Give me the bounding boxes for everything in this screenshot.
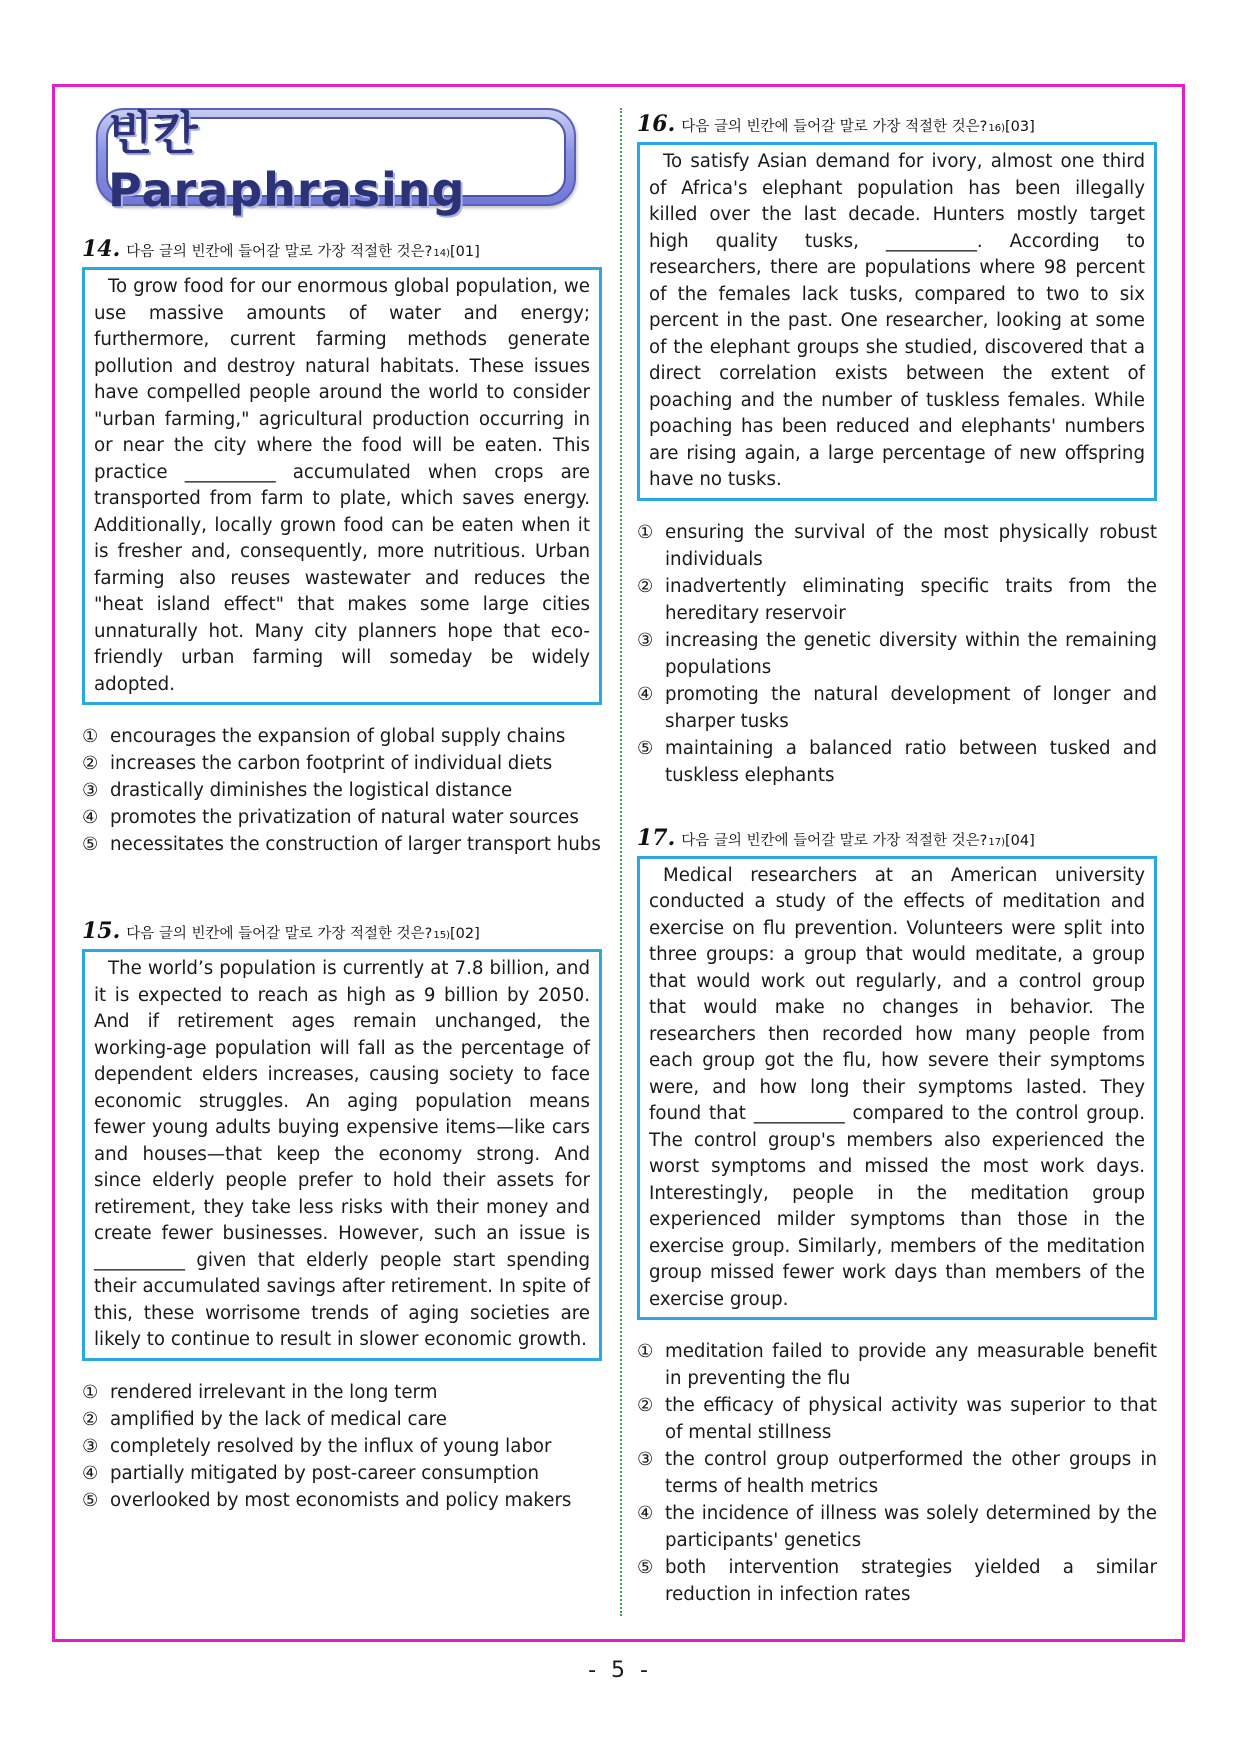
- choice-2[interactable]: [637, 573, 1157, 627]
- question-14: [82, 236, 602, 858]
- passage-box: [82, 267, 602, 705]
- choice-text: promoting the natural development of longer and sharper tusks: [665, 683, 1157, 732]
- choice-mark: ②: [637, 575, 654, 597]
- question-number: 14.: [82, 236, 121, 262]
- choice-mark: ①: [82, 1381, 99, 1403]
- question-reference: 16): [988, 123, 1006, 134]
- choice-text: amplified by the lack of medical care: [110, 1408, 447, 1430]
- question-code: [04]: [1005, 832, 1035, 849]
- choice-mark: ②: [82, 753, 99, 774]
- choice-mark: ②: [82, 1408, 99, 1430]
- choice-mark: ③: [82, 1435, 99, 1457]
- choice-mark: ⑤: [637, 737, 654, 759]
- choice-5[interactable]: [637, 1554, 1157, 1608]
- passage-text: To satisfy Asian demand for ivory, almost one third of Africa's elephant population has been illegally killed over the last decade. Hunters mostly target high quality tusks, __________. According to researchers, there are populations where 98 percent of the females lack tusks, compared to two to six percent in the past. One researcher, looking at some of the elephant groups she studied, discovered that a direct correlation exists between the extent of poaching and the number of tuskless females. While poaching has been reduced and elephants' numbers are rising again, a large percentage of new offspring have no tusks.: [649, 151, 1145, 490]
- choice-4[interactable]: [637, 1500, 1157, 1554]
- choice-3[interactable]: [82, 777, 602, 804]
- question-prompt: 다음 글의 빈칸에 들어갈 말로 가장 적절한 것은?: [126, 926, 433, 942]
- choice-text: encourages the expansion of global supply chains: [110, 726, 566, 747]
- passage-text: The world’s population is currently at 7.8 billion, and it is expected to reach as high as 9 billion by 2050. And if retirement ages remain unchanged, the working-age population will fall as the percentage of dependent elders increases, causing society to face economic struggles. An aging population means fewer young adults buying expensive items—like cars and houses—that keep the economy strong. And since elderly people prefer to hold their assets for retirement, they take less risks with their money and create fewer businesses. However, such an issue is __________ given that elderly people start spending their accumulated savings after retirement. In spite of this, these worrisome trends of aging societies are likely to continue to result in slower economic growth.: [94, 958, 590, 1350]
- choice-mark: ③: [637, 629, 654, 651]
- choice-1[interactable]: [637, 519, 1157, 573]
- choice-text: rendered irrelevant in the long term: [110, 1381, 438, 1403]
- choice-2[interactable]: [82, 750, 602, 777]
- choice-text: necessitates the construction of larger transport hubs: [110, 834, 601, 855]
- choice-text: increases the carbon footprint of individual diets: [110, 753, 553, 774]
- choice-mark: ②: [637, 1395, 654, 1416]
- choice-5[interactable]: [82, 1487, 602, 1514]
- choice-text: inadvertently eliminating specific traits from the hereditary reservoir: [665, 575, 1157, 624]
- question-header: [637, 111, 1157, 137]
- choice-mark: ④: [637, 1503, 654, 1524]
- section-banner: [96, 106, 576, 217]
- choice-text: the control group outperformed the other groups in terms of health metrics: [665, 1449, 1157, 1497]
- question-prompt: 다음 글의 빈칸에 들어갈 말로 가장 적절한 것은?: [681, 119, 988, 135]
- choice-text: meditation failed to provide any measurable benefit in preventing the flu: [665, 1341, 1157, 1389]
- choice-text: the incidence of illness was solely determined by the participants' genetics: [665, 1503, 1157, 1551]
- choice-mark: ①: [637, 1341, 654, 1362]
- choice-text: ensuring the survival of the most physically robust individuals: [665, 521, 1157, 570]
- choice-1[interactable]: [82, 723, 602, 750]
- answer-choices: [82, 723, 602, 858]
- choice-mark: ③: [82, 780, 99, 801]
- choice-text: increasing the genetic diversity within the remaining populations: [665, 629, 1157, 678]
- question-16: [637, 111, 1157, 789]
- question-number: 15.: [82, 918, 121, 944]
- question-15: [82, 918, 602, 1514]
- question-17: [637, 825, 1157, 1609]
- left-column: [82, 108, 602, 1514]
- choice-text: overlooked by most economists and policy makers: [110, 1489, 572, 1511]
- question-reference: 14): [433, 248, 451, 259]
- passage-box: [82, 949, 602, 1361]
- choice-mark: ⑤: [82, 834, 99, 855]
- banner-inner-panel: [106, 106, 566, 217]
- question-code: [02]: [450, 926, 480, 942]
- question-header: [637, 825, 1157, 851]
- choice-1[interactable]: [82, 1379, 602, 1406]
- answer-choices: [82, 1379, 602, 1514]
- choice-mark: ④: [82, 1462, 99, 1484]
- page-number: - 5 -: [588, 1658, 652, 1683]
- passage-text: To grow food for our enormous global population, we use massive amounts of water and energy; furthermore, current farming methods generate pollution and destroy natural habitats. These issues have compelled people around the world to consider "urban farming," agricultural production occurring in or near the city where the food will be eaten. This practice __________ accumulated when crops are transported from farm to plate, which saves energy. Additionally, locally grown food can be eaten when it is fresher and, consequently, more nutritious. Urban farming also reuses wastewater and reduces the "heat island effect" that makes some large cities unnaturally hot. Many city planners hope that eco-friendly urban farming will someday be widely adopted.: [94, 276, 590, 695]
- passage-box: [637, 142, 1157, 501]
- choice-mark: ⑤: [637, 1557, 654, 1578]
- passage-box: [637, 856, 1157, 1321]
- choice-text: maintaining a balanced ratio between tusked and tuskless elephants: [665, 737, 1157, 786]
- choice-1[interactable]: [637, 1338, 1157, 1392]
- question-header: [82, 236, 602, 262]
- right-column: [637, 108, 1157, 1608]
- question-reference: 15): [433, 930, 451, 941]
- question-prompt: 다음 글의 빈칸에 들어갈 말로 가장 적절한 것은?: [126, 244, 433, 260]
- answer-choices: [637, 519, 1157, 789]
- choice-text: completely resolved by the influx of young labor: [110, 1435, 552, 1457]
- choice-text: the efficacy of physical activity was superior to that of mental stillness: [665, 1395, 1157, 1443]
- choice-mark: ⑤: [82, 1489, 99, 1511]
- question-reference: 17): [988, 836, 1006, 848]
- question-number: 16.: [637, 111, 676, 137]
- choice-text: both intervention strategies yielded a similar reduction in infection rates: [665, 1557, 1157, 1605]
- passage-text: Medical researchers at an American university conducted a study of the effects of meditation and exercise on flu prevention. Volunteers were split into three groups: a group that would meditate, a group that would work out regularly, and a control group that would make no changes in behavior. The researchers then recorded how many people from each group got the flu, how severe their symptoms were, and how long their symptoms lasted. They found that __________ compared to the control group. The control group's members also experienced the worst symptoms and missed the most work days. Interestingly, people in the meditation group experienced milder symptoms than those in the exercise group. Similarly, members of the meditation group missed fewer work days than members of the exercise group.: [649, 864, 1145, 1310]
- choice-mark: ①: [637, 521, 654, 543]
- choice-5[interactable]: [637, 735, 1157, 789]
- choice-2[interactable]: [82, 1406, 602, 1433]
- banner-title: 빈칸 Paraphrasing: [108, 106, 466, 217]
- choice-mark: ③: [637, 1449, 654, 1470]
- choice-2[interactable]: [637, 1392, 1157, 1446]
- choice-mark: ④: [82, 807, 99, 828]
- answer-choices: [637, 1338, 1157, 1608]
- column-divider: [620, 108, 622, 1616]
- choice-4[interactable]: [637, 681, 1157, 735]
- choice-text: drastically diminishes the logistical distance: [110, 780, 513, 801]
- choice-3[interactable]: [637, 627, 1157, 681]
- choice-3[interactable]: [637, 1446, 1157, 1500]
- choice-mark: ④: [637, 683, 654, 705]
- choice-text: promotes the privatization of natural water sources: [110, 807, 579, 828]
- question-code: [03]: [1005, 119, 1035, 135]
- choice-4[interactable]: [82, 1460, 602, 1487]
- choice-mark: ①: [82, 726, 99, 747]
- question-number: 17.: [637, 824, 676, 851]
- choice-4[interactable]: [82, 804, 602, 831]
- choice-3[interactable]: [82, 1433, 602, 1460]
- question-code: [01]: [450, 244, 480, 260]
- question-prompt: 다음 글의 빈칸에 들어갈 말로 가장 적절한 것은?: [681, 832, 988, 849]
- choice-5[interactable]: [82, 831, 602, 858]
- question-header: [82, 918, 602, 944]
- choice-text: partially mitigated by post-career consumption: [110, 1462, 539, 1484]
